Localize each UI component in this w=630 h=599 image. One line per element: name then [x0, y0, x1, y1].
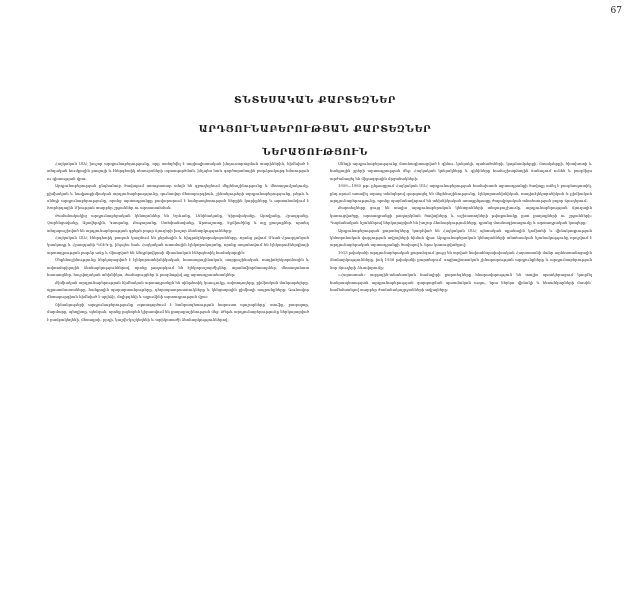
paragraph: 1959—1985 թթ. ընթացքում Հայկական ՍՍՀ արդյունաբերության համախառն արտադրանքի ծավալը աճել է բազմապատիկ, ընդ որում առավել արագ տեմպերով զարգացել են մեքենաշինությունը, էլեկտրատեխնիկան, ռադիոէլեկտրոնիկան և քիմիական արդյունաբերությունը, որոնք պայմանավորում են տեխնիկական առաջընթացը ժողովրդական տնտեսության բոլոր ճյուղերում։	[330, 183, 592, 204]
page-title: ՏՆՏԵՍԱԿԱՆ ՔԱՐՏԵԶՆԵՐ	[234, 95, 396, 106]
paragraph: 1913 թվականի արդյունաբերական քարտեզում ցույց են տրված նախահեղափոխական Հայաստանի մանր արհեստանոցային ձեռնարկությունները, իսկ 1958 թվականի քարտեզում՝ սոցիալիստական շինարարության արդյունքները և արդյունաբերության նոր ճյուղերի ձևավորումը։	[330, 249, 592, 270]
paragraph: Քիմիական արդյունաբերության հիմնական արտադրանքն են սինթետիկ կաուչուկը, ավտոդողերը, քիմիական մանրաթելերը, պլաստմասսաները, հանքային պարարտանյութերը, դեղապատրաստուկները և կենցաղային քիմիայի ապրանքները։ Գունավոր մետալուրգիան հիմնված է պղնձի, մոլիբդենի և ալյումինի արտադրության վրա։	[47, 279, 309, 300]
paragraph: Շինանյութերի արդյունաբերությունը օգտագործում է հանրապետության հարուստ պաշարները՝ տուֆը, բազալտը, մարմարը, պեռլիտը, պեմզան, որոնք լայնորեն կիրառվում են քաղաքաշինության մեջ։ Թեթև արդյունաբերությունը ներկայացված է բամբակեղենի, մետաքսի, բրդի, կաշվե-կոշկեղենի և տրիկոտաժի ձեռնարկություններով։	[47, 301, 309, 322]
body-columns	[47, 160, 592, 590]
paragraph: Մեքենաշինությունը ներկայացված է էլեկտրատեխնիկական, հաստոցաշինական, սարքաշինական, ռադիոէլեկտրոնային և ավտոմոբիլային ձեռնարկություններով, որոնք թողարկում են էլեկտրաշարժիչներ, տրանսֆորմատորներ, մետաղահատ հաստոցներ, հաշվողական տեխնիկա, ժամացույցներ և բազմաթիվ այլ արտադրատեսակներ։	[47, 257, 309, 278]
paragraph: Հայկական ՍՍՀ խոշոր արդյունաբերությունը, որը ստեղծվել է սոցիալիստական ինդուստրացման տարիներին, հիմնված է տեղական հումքային բազայի և էներգետիկ ռեսուրսների օգտագործման, ինչպես նաև գործարանային բարձրակարգ հմտության ու գիտության վրա։	[47, 161, 309, 181]
paragraph: Արդյունաբերության ընդհանուր ծավալում առաջատար տեղն են զբաղեցնում մեքենաշինությունը և մետաղամշակումը, քիմիական և նավթաքիմիական արդյունաբերությունը, գունավոր մետալուրգիան, շինանյութերի արդյունաբերությունը, թեթև և սննդի արդյունաբերությունը, որոնց արտադրանքը բավարարում է հանրապետության ներքին կարիքները և արտահանվում է Խորհրդային Միության տարբեր շրջաններ ու արտասահման։	[47, 183, 309, 211]
paragraph: Արդյունաբերության քարտեզները կազմված են Հայկական ՍՍՀ պետական պլանային կոմիտեի և վիճակագրության կենտրոնական վարչության տվյալների հիման վրա։ Արդյունաբերական կենտրոնների տնտեսական նշանակությունը որոշվում է արդյունաբերական արտադրանքի ծավալով և նրա կառուցվածքով։	[330, 227, 592, 248]
page-number: 67	[610, 6, 622, 16]
right-column	[330, 160, 592, 590]
paragraph: Սննդի արդյունաբերությունը մասնագիտացված է գինու, կոնյակի, պահածոների, կաթնամթերքի, մսամթերքի, ծխախոտի և հանքային ջրերի արտադրության մեջ։ Հայկական կոնյակները և գինիները համաշխարհային ճանաչում ունեն և բազմիցս արժանացել են միջազգային մրցանակների։	[330, 161, 592, 181]
paragraph: Քարտեզները ցույց են տալիս արդյունաբերական կենտրոնների տեղաբաշխումը, արդյունաբերության ճյուղային կառուցվածքը, արտադրանքի թողարկման ծավալները և աշխատողների թվաքանակը ըստ քաղաքների ու շրջանների։ Պայմանական նշաններով ներկայացված են խոշոր ձեռնարկությունները, դրանց մասնագիտացումը և արտադրական կապերը։	[330, 205, 592, 226]
page-subtitle: ԱՐԴՅՈՒՆԱԲԵՐՈՒԹՅԱՆ ՔԱՐՏԵԶՆԵՐ	[198, 124, 432, 135]
paragraph: «Հայաստան» ազգային-տնտեսական համալիրի քարտեզները հնարավորություն են տալիս պատկերացում կազմել հանրապետության արդյունաբերության զարգացման պատմական ուղու, նրա ներկա վիճակի և հեռանկարների մասին՝ համեմատելով տարբեր ժամանակաշրջանների տվյալները։	[330, 272, 592, 292]
left-column	[47, 160, 309, 590]
section-heading: ՆԵՐԱԾՈՒԹՅՈՒՆ	[261, 147, 369, 158]
paragraph: Ժամանակակից արդյունաբերական կենտրոններ են Երևանը, Լենինականը, Կիրովականը, Աբովյանը, Հրազդանը, Չարենցավանը, Ալավերդին, Կապանը, Քաջարանը, Ստեփանավանը, Արտաշատը, Էջմիածինը և այլ քաղաքներ, որտեղ տեղաբաշխված են արդյունաբերության գրեթե բոլոր ճյուղերի խոշոր ձեռնարկությունները։	[47, 212, 309, 233]
title-block	[0, 95, 630, 158]
paragraph: Հայկական ՍՍՀ էներգետիկ բազան կազմում են ջերմային և հիդրոէլեկտրակայանները, որոնց թվում Սևան-Հրազդանյան կասկադը և Հրազդանի ՊՇԷԿ-ը, ինչպես նաև Հայկական ատոմային էլեկտրակայանը, որոնք ապահովում են էլեկտրաէներգիայի արտադրության բարձր աճը և միացված են Անդրկովկասի միասնական էներգետիկ համակարգին։	[47, 235, 309, 255]
